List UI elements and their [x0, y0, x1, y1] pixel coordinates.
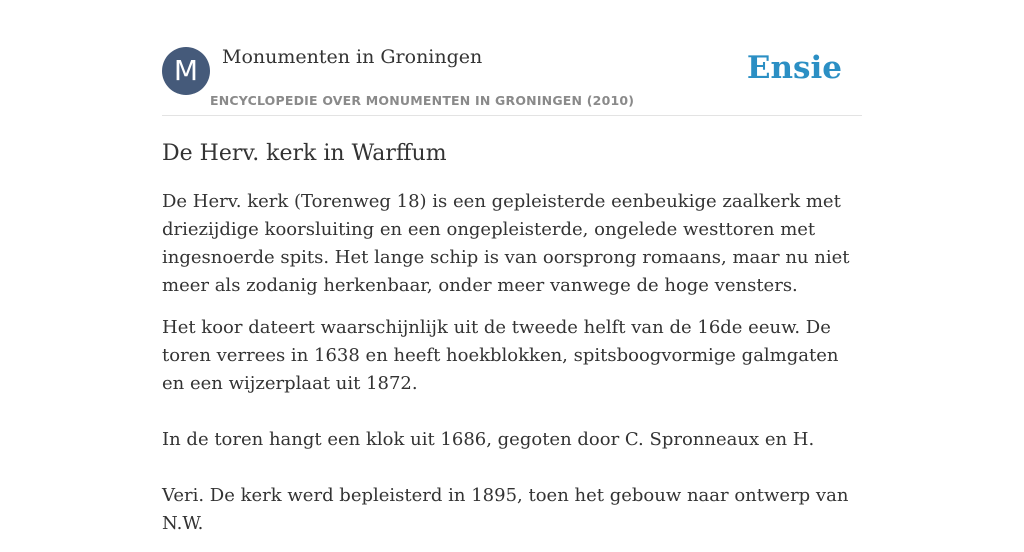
site-title[interactable]: Monumenten in Groningen [222, 46, 483, 68]
site-subtitle: ENCYCLOPEDIE OVER MONUMENTEN IN GRONINGEN (2010) [210, 93, 635, 108]
article-paragraph: De Herv. kerk (Torenweg 18) is een gepleisterde eenbeukige zaalkerk met driezijdige koorsluiting en een ongepleisterde, ongelede westtoren met ingesnoerde spits. Het lange schip is van oorsprong romaans, maar nu niet meer als zodanig herkenbaar, onder meer vanwege de hoge vensters. [162, 191, 850, 296]
avatar[interactable]: M [162, 47, 210, 95]
article-paragraph: Veri. De kerk werd bepleisterd in 1895, toen het gebouw naar ontwerp van N.W. [162, 485, 849, 534]
article-paragraph: In de toren hangt een klok uit 1686, gegoten door C. Spronneaux en H. [162, 429, 815, 450]
header-divider [162, 115, 862, 116]
article-title: De Herv. kerk in Warffum [162, 141, 447, 166]
site-header [162, 46, 862, 116]
article [162, 138, 862, 552]
brand-logo[interactable]: Ensie [746, 50, 842, 86]
article-paragraph: Het koor dateert waarschijnlijk uit de tweede helft van de 16de eeuw. De toren verrees in 1638 en heeft hoekblokken, spitsboogvormige galmgaten en een wijzerplaat uit 1872. [162, 317, 839, 394]
